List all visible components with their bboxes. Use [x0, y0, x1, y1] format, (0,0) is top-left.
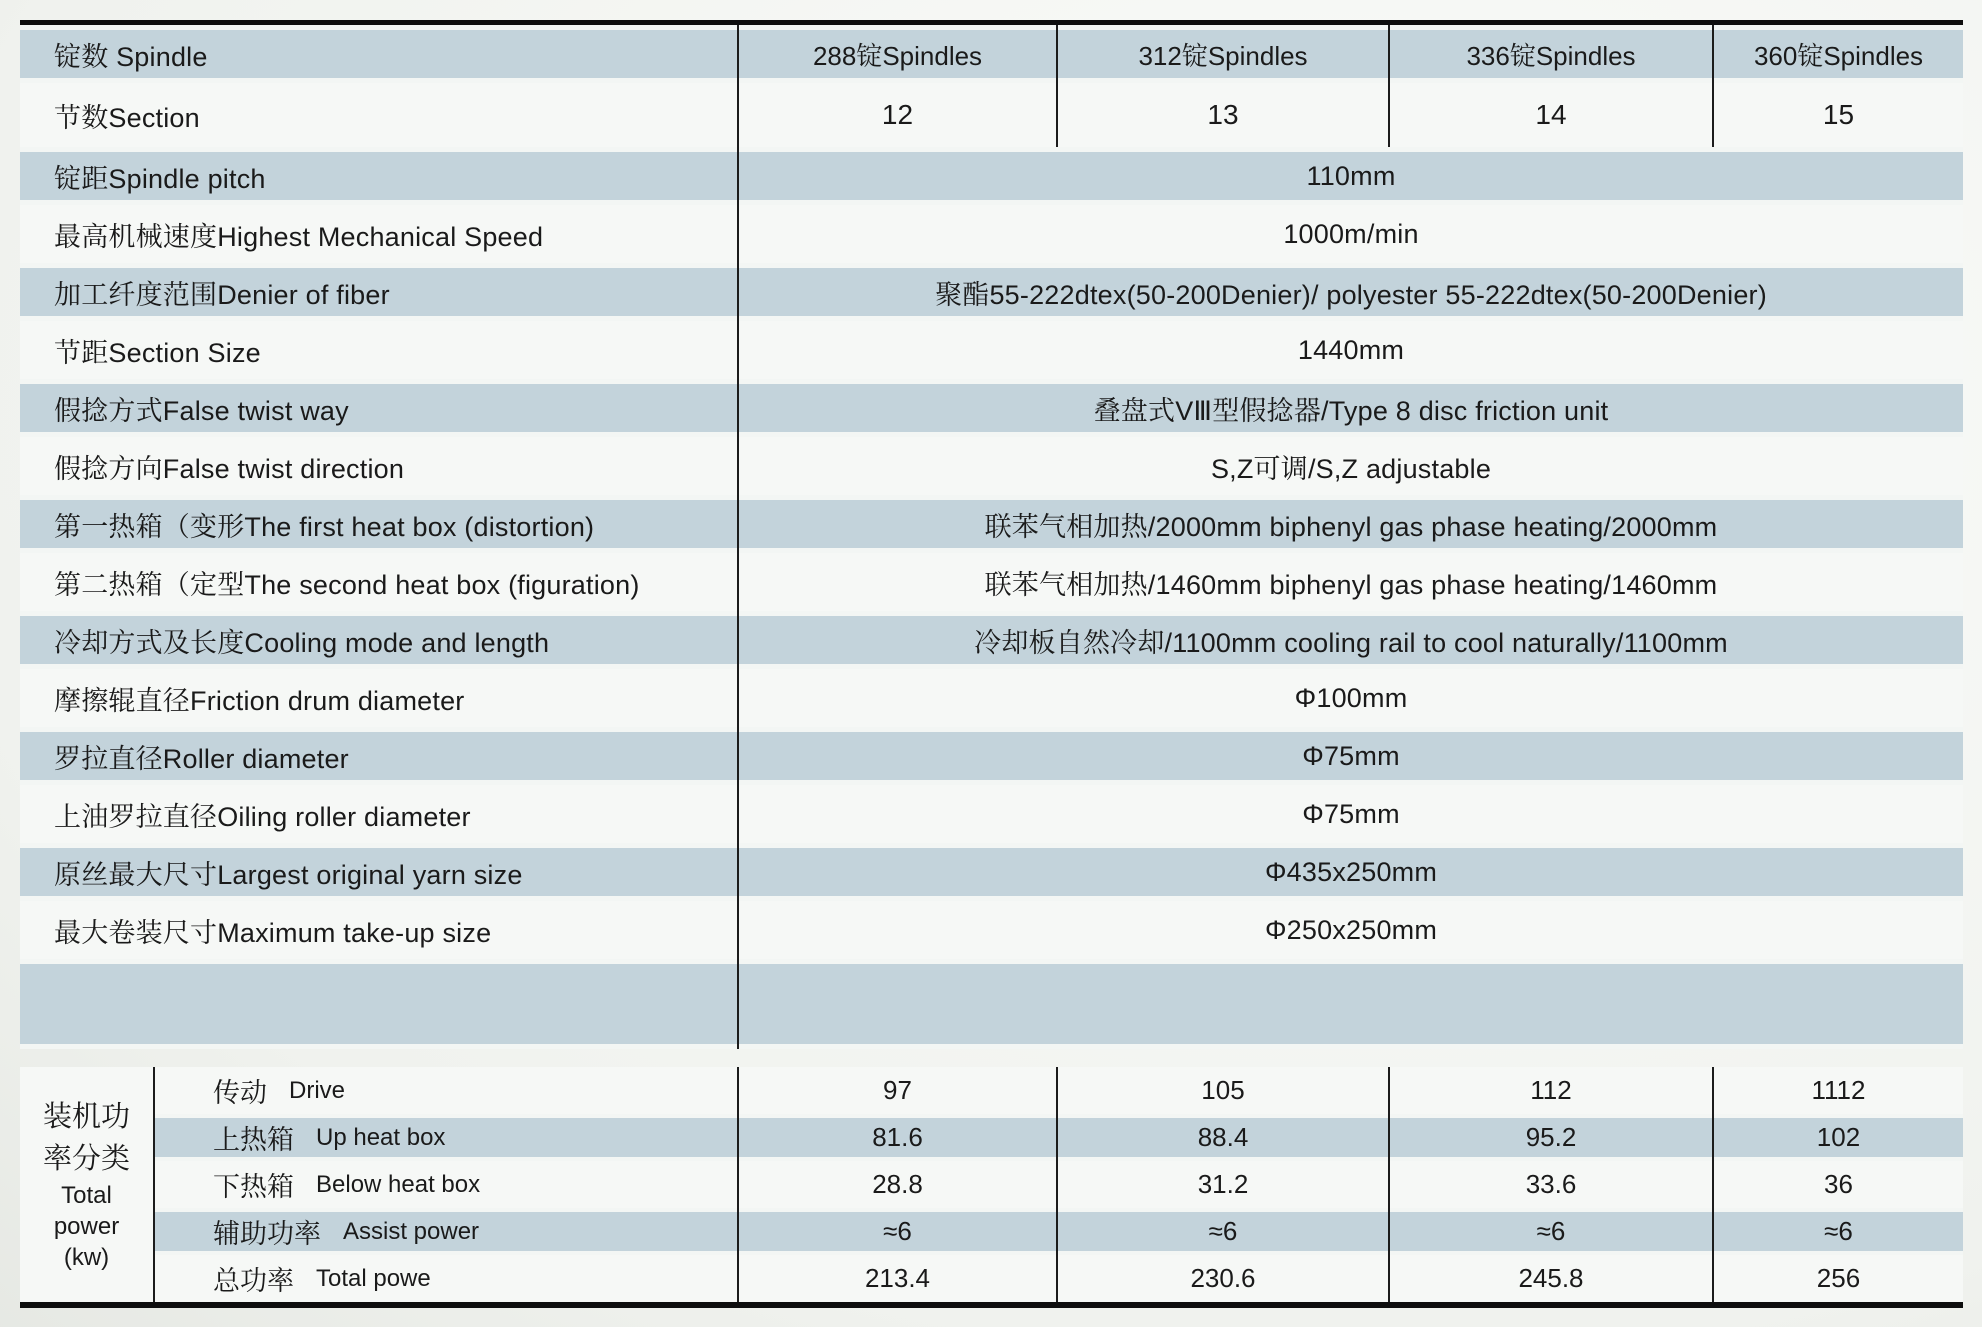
spec-row-false-twist-way: [20, 379, 1963, 437]
spec-label: 罗拉直径Roller diameter: [54, 743, 349, 774]
power-row-label: [155, 1114, 737, 1161]
power-row-label: [155, 1208, 737, 1255]
spec-value: Φ250x250mm: [737, 901, 1963, 959]
power-label-en: Drive: [289, 1076, 346, 1104]
spec-label: 原丝最大尺寸Largest original yarn size: [54, 859, 523, 890]
header-label: 锭数 Spindle: [54, 41, 208, 72]
spec-value: 聚酯55-222dtex(50-200Denier)/ polyester 55-222dtex(50-200Denier): [737, 263, 1963, 321]
power-value: 105: [1056, 1067, 1388, 1114]
section-value: 12: [737, 83, 1056, 147]
spec-label: 最高机械速度Highest Mechanical Speed: [54, 221, 544, 252]
power-row-below-heat-box: [155, 1161, 1963, 1208]
spec-table: [20, 20, 1963, 1308]
power-label-cn: 上热箱: [213, 1125, 294, 1155]
spec-value: 110mm: [737, 147, 1963, 205]
spec-label: 加工纤度范围Denier of fiber: [54, 279, 390, 310]
spec-label: 假捻方式False twist way: [54, 395, 349, 426]
table-bottom-border: [20, 1302, 1963, 1308]
spec-row-oiling-roller-diameter: [20, 785, 1963, 843]
power-value: 1112: [1712, 1067, 1963, 1114]
spec-row-roller-diameter: [20, 727, 1963, 785]
spec-value: 叠盘式VⅢ型假捻器/Type 8 disc friction unit: [737, 379, 1963, 437]
spec-value: 联苯气相加热/2000mm biphenyl gas phase heating/2000mm: [737, 495, 1963, 553]
spec-value: S,Z可调/S,Z adjustable: [737, 437, 1963, 495]
spec-row-second-heat-box: [20, 553, 1963, 611]
power-value: ≈6: [1056, 1208, 1388, 1255]
power-value: 28.8: [737, 1161, 1056, 1208]
spec-value: Φ435x250mm: [737, 843, 1963, 901]
empty-row: [20, 959, 1963, 1049]
spec-row-spindle-pitch: [20, 147, 1963, 205]
spec-label: 锭距Spindle pitch: [54, 163, 266, 194]
power-row-drive: [155, 1067, 1963, 1114]
spec-value: 冷却板自然冷却/1100mm cooling rail to cool naturally/1100mm: [737, 611, 1963, 669]
spec-label: 第二热箱（定型The second heat box (figuration): [54, 569, 640, 600]
power-value: 102: [1712, 1114, 1963, 1161]
header-col-360-spindles: 360锭Spindles: [1712, 25, 1963, 83]
power-value: ≈6: [1712, 1208, 1963, 1255]
power-value: 31.2: [1056, 1161, 1388, 1208]
spec-row-false-twist-direction: [20, 437, 1963, 495]
spec-row-max-take-up-size: [20, 901, 1963, 959]
header-col-288-spindles: 288锭Spindles: [737, 25, 1056, 83]
empty-row-value: [737, 959, 1963, 1049]
power-label-cn: 总功率: [213, 1266, 294, 1296]
power-label-cn: 下热箱: [213, 1172, 294, 1202]
spec-label: 节距Section Size: [54, 337, 261, 368]
power-value: 245.8: [1388, 1255, 1712, 1302]
spec-row-section-size: [20, 321, 1963, 379]
power-row-label: [155, 1067, 737, 1114]
spec-row-largest-yarn-size: [20, 843, 1963, 901]
power-label-en: Up heat box: [316, 1123, 446, 1151]
power-value: 97: [737, 1067, 1056, 1114]
spec-value: 联苯气相加热/1460mm biphenyl gas phase heating/1460mm: [737, 553, 1963, 611]
power-value: 256: [1712, 1255, 1963, 1302]
power-group-line: 率分类: [42, 1142, 130, 1175]
spec-value: Φ100mm: [737, 669, 1963, 727]
spec-label: 第一热箱（变形The first heat box (distortion): [54, 511, 595, 542]
section-value: 13: [1056, 83, 1388, 147]
empty-row-label: [20, 959, 737, 1049]
power-label-en: Total powe: [316, 1264, 431, 1292]
spec-value: 1440mm: [737, 321, 1963, 379]
section-value: 15: [1712, 83, 1963, 147]
power-group-label: [20, 1067, 155, 1302]
spec-label: 冷却方式及长度Cooling mode and length: [54, 627, 550, 658]
power-row-total-power: [155, 1255, 1963, 1302]
power-group-line: 装机功: [42, 1100, 130, 1133]
spec-value: Φ75mm: [737, 785, 1963, 843]
power-label-cn: 辅助功率: [213, 1219, 321, 1249]
spec-row-cooling-mode: [20, 611, 1963, 669]
section-gap: [20, 1049, 1963, 1067]
spec-row-denier-of-fiber: [20, 263, 1963, 321]
power-value: 95.2: [1388, 1114, 1712, 1161]
section-label: 节数Section: [54, 102, 200, 133]
power-value: 81.6: [737, 1114, 1056, 1161]
power-row-assist-power: [155, 1208, 1963, 1255]
power-row-up-heat-box: [155, 1114, 1963, 1161]
spec-row-friction-drum-diameter: [20, 669, 1963, 727]
total-power-section: [20, 1067, 1963, 1302]
power-value: ≈6: [1388, 1208, 1712, 1255]
spec-label: 上油罗拉直径Oiling roller diameter: [54, 801, 471, 832]
power-value: ≈6: [737, 1208, 1056, 1255]
power-value: 33.6: [1388, 1161, 1712, 1208]
spec-value: Φ75mm: [737, 727, 1963, 785]
power-value: 213.4: [737, 1255, 1056, 1302]
power-value: 230.6: [1056, 1255, 1388, 1302]
spec-value: 1000m/min: [737, 205, 1963, 263]
power-label-en: Below heat box: [316, 1170, 481, 1198]
spec-label: 假捻方向False twist direction: [54, 453, 405, 484]
power-group-line: (kw): [63, 1244, 110, 1272]
power-row-label: [155, 1161, 737, 1208]
header-col-312-spindles: 312锭Spindles: [1056, 25, 1388, 83]
section-value: 14: [1388, 83, 1712, 147]
power-label-en: Assist power: [343, 1217, 480, 1245]
spec-label: 摩擦辊直径Friction drum diameter: [54, 685, 465, 716]
spec-row-first-heat-box: [20, 495, 1963, 553]
spec-label: 最大卷装尺寸Maximum take-up size: [54, 917, 492, 948]
power-group-line: power: [53, 1212, 120, 1240]
header-col-336-spindles: 336锭Spindles: [1388, 25, 1712, 83]
power-label-cn: 传动: [213, 1078, 267, 1108]
section-count-row: [20, 83, 1963, 147]
power-value: 88.4: [1056, 1114, 1388, 1161]
power-value: 36: [1712, 1161, 1963, 1208]
power-row-label: [155, 1255, 737, 1302]
power-value: 112: [1388, 1067, 1712, 1114]
power-rows: [155, 1067, 1963, 1302]
power-group-line: Total: [61, 1181, 112, 1209]
table-header-row: [20, 25, 1963, 83]
spec-row-highest-speed: [20, 205, 1963, 263]
